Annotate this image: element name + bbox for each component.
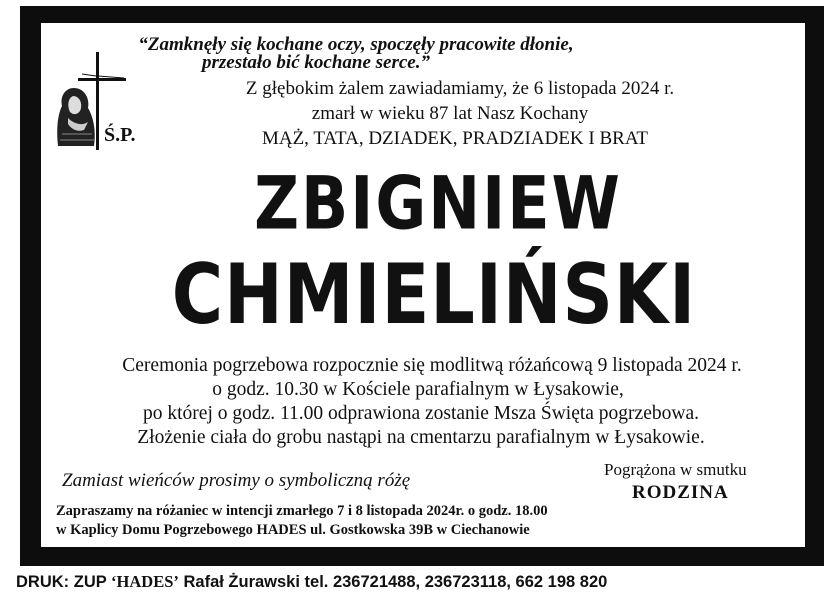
mourners-name: RODZINA (632, 482, 729, 503)
footer-suffix: Rafał Żurawski tel. 236721488, 236723118, 662 198 820 (183, 573, 608, 591)
wreath-request: Zamiast wieńców prosimy o symboliczną różę (62, 470, 411, 491)
footer-prefix: DRUK: ZUP (16, 573, 107, 591)
rosary-line-1: Zapraszamy na różaniec w intencji zmarłego 7 i 8 listopada 2024r. o godz. 18.00 (56, 503, 548, 519)
mourners-label: Pogrążona w smutku (604, 460, 747, 479)
footer-brand: ‘HADES’ (111, 572, 179, 591)
rosary-line-2: w Kaplicy Domu Pogrzebowego HADES ul. Gostkowska 39B w Ciechanowie (56, 522, 530, 538)
announcement-line-2: zmarł w wieku 87 lat Nasz Kochany (311, 103, 589, 124)
deceased-last-name: CHMIELIŃSKI (171, 246, 697, 343)
sp-label: Ś.P. (104, 124, 136, 146)
announcement-line-1: Z głębokim żalem zawiadamiamy, że 6 listopada 2024 r. (245, 78, 675, 99)
quote-line-1: “Zamknęły się kochane oczy, spoczęły pracowite dłonie, (138, 34, 574, 55)
announcement-line-3: MĄŻ, TATA, DZIADEK, PRADZIADEK I BRAT (261, 128, 649, 149)
deceased-first-name: ZBIGNIEW (254, 160, 622, 247)
ceremony-line-2: o godz. 10.30 w Kościele parafialnym w Łysakowie, (212, 379, 624, 400)
mourning-figure-icon (54, 84, 100, 150)
ceremony-line-4: Złożenie ciała do grobu nastąpi na cmentarzu parafialnym w Łysakowie. (137, 427, 705, 448)
printer-footer (16, 572, 607, 592)
ceremony-line-3: po której o godz. 11.00 odprawiona zostanie Msza Święta pogrzebowa. (143, 403, 699, 424)
ceremony-line-1: Ceremonia pogrzebowa rozpocznie się modlitwą różańcową 9 listopada 2024 r. (122, 355, 742, 376)
quote-line-2: przestało bić kochane serce.” (202, 52, 430, 73)
